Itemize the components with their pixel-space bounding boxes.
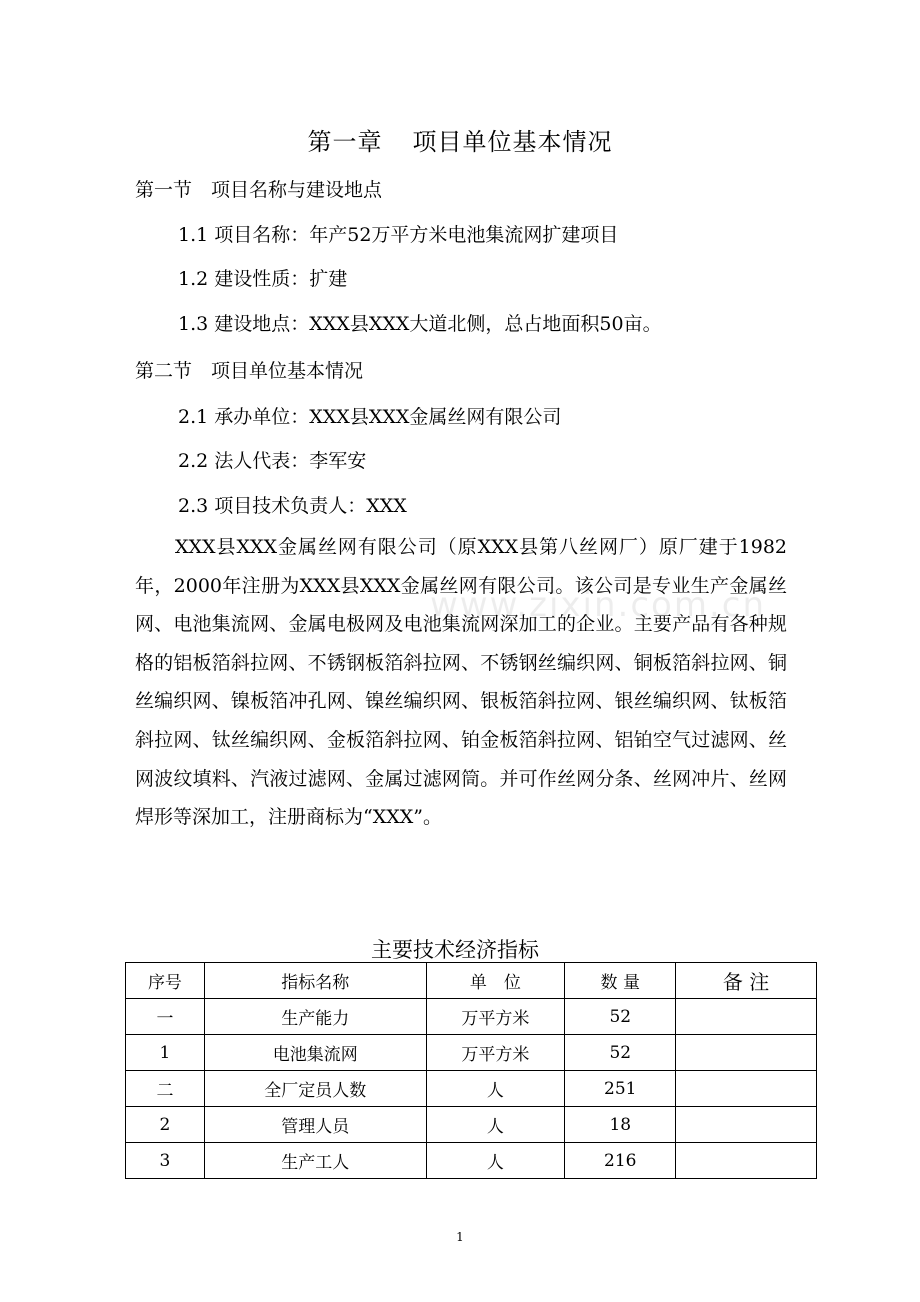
table-row	[126, 999, 817, 1035]
cell-name: 管理人员	[204, 1107, 426, 1143]
header-quantity: 数 量	[565, 963, 676, 999]
section2-heading: 第二节 项目单位基本情况	[135, 360, 364, 382]
section2-item-3: 2.3 项目技术负责人：XXX	[178, 495, 407, 517]
company-description	[135, 528, 787, 837]
indicators-table	[125, 962, 817, 1179]
header-unit: 单 位	[426, 963, 565, 999]
cell-unit: 万平方米	[426, 999, 565, 1035]
cell-remarks	[676, 1035, 817, 1071]
cell-remarks	[676, 999, 817, 1035]
cell-name: 生产能力	[204, 999, 426, 1035]
page-number: 1	[456, 1230, 464, 1244]
cell-remarks	[676, 1143, 817, 1179]
chapter-title	[0, 122, 920, 157]
cell-quantity: 18	[565, 1107, 676, 1143]
table-row	[126, 1143, 817, 1179]
cell-name: 全厂定员人数	[204, 1071, 426, 1107]
cell-name: 生产工人	[204, 1143, 426, 1179]
table-row	[126, 1035, 817, 1071]
table-title: 主要技术经济指标	[371, 938, 539, 962]
cell-unit: 人	[426, 1143, 565, 1179]
table-row	[126, 1107, 817, 1143]
section2-item-1: 2.1 承办单位：XXX县XXX金属丝网有限公司	[178, 406, 562, 428]
cell-index: 3	[126, 1143, 205, 1179]
chapter-heading: 项目单位基本情况	[412, 128, 613, 156]
company-description-text: XXX县XXX金属丝网有限公司（原XXX县第八丝网厂）原厂建于1982年，2000年注册为XXX县XXX金属丝网有限公司。该公司是专业生产金属丝网、电池集流网、金属电极网及电池集流网深加工的企业。主要产品有各种规格的铝板箔斜拉网、不锈钢板箔斜拉网、不锈钢丝编织网、铜板箔斜拉网、铜丝编织网、镍板箔冲孔网、镍丝编织网、银板箔斜拉网、银丝编织网、钛板箔斜拉网、钛丝编织网、金板箔斜拉网、铂金板箔斜拉网、铝铂空气过滤网、丝网波纹填料、汽液过滤网、金属过滤网筒。并可作丝网分条、丝网冲片、丝网焊形等深加工，注册商标为“XXX”。	[135, 536, 787, 829]
cell-quantity: 251	[565, 1071, 676, 1107]
section1-item-2: 1.2 建设性质：扩建	[178, 268, 348, 290]
cell-unit: 人	[426, 1071, 565, 1107]
watermark: www.zixin.com.cn	[430, 585, 766, 625]
section1-item-1: 1.1 项目名称：年产52万平方米电池集流网扩建项目	[178, 224, 619, 246]
cell-quantity: 52	[565, 1035, 676, 1071]
cell-quantity: 52	[565, 999, 676, 1035]
cell-name: 电池集流网	[204, 1035, 426, 1071]
table-row	[126, 1071, 817, 1107]
cell-index: 二	[126, 1071, 205, 1107]
cell-index: 2	[126, 1107, 205, 1143]
cell-remarks	[676, 1107, 817, 1143]
cell-remarks	[676, 1071, 817, 1107]
section1-item-3: 1.3 建设地点：XXX县XXX大道北侧，总占地面积50亩。	[178, 313, 662, 335]
cell-quantity: 216	[565, 1143, 676, 1179]
cell-index: 一	[126, 999, 205, 1035]
cell-unit: 人	[426, 1107, 565, 1143]
header-index: 序号	[126, 963, 205, 999]
section1-heading: 第一节 项目名称与建设地点	[135, 179, 383, 201]
table-header-row	[126, 963, 817, 999]
header-remarks: 备 注	[676, 963, 817, 999]
chapter-label: 第一章	[307, 128, 383, 156]
header-name: 指标名称	[204, 963, 426, 999]
cell-index: 1	[126, 1035, 205, 1071]
cell-unit: 万平方米	[426, 1035, 565, 1071]
section2-item-2: 2.2 法人代表：李军安	[178, 450, 367, 472]
